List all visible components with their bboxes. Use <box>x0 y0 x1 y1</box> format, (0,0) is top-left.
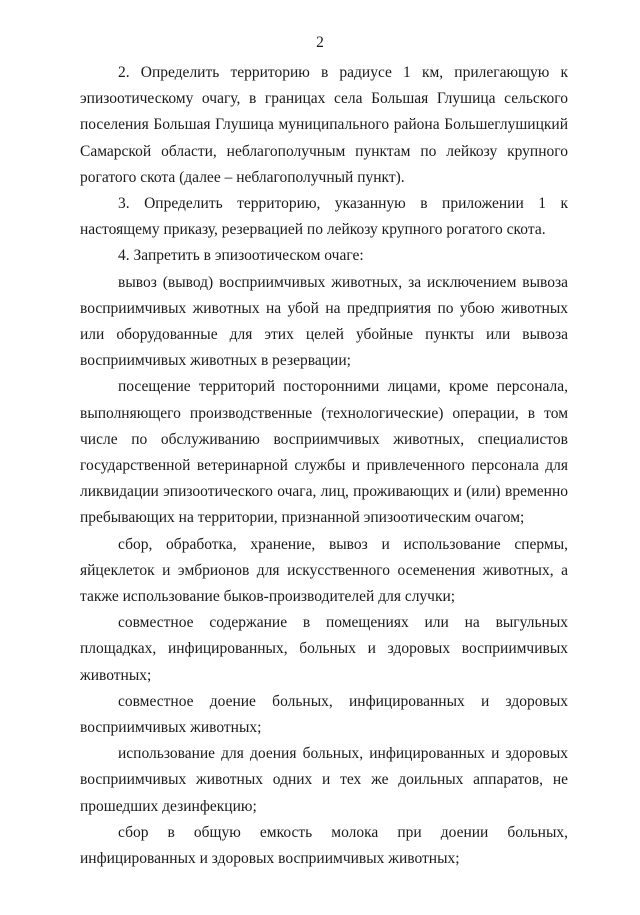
paragraph-item-2: 2. Определить территорию в радиусе 1 км, прилегающую к эпизоотическому очагу, в границах села Большая Глушица сельского поселения Большая Глушица муниципального района Большеглушицкий Самарской области, неблагополучным пунктам по лейкозу крупного рогатого скота (далее – неблагополучный пункт). <box>80 64 568 186</box>
page-number: 2 <box>316 34 324 51</box>
paragraph-item-3: 3. Определить территорию, указанную в приложении 1 к настоящему приказу, резервацией по лейкозу крупного рогатого скота. <box>80 195 568 239</box>
paragraph-ban-visits: посещение территорий посторонними лицами, кроме персонала, выполняющего производственные (технологические) операции, в том числе по обслуживанию восприимчивых животных, специалистов государственной ветеринарной службы и привлеченного персонала для ликвидации эпизоотического очага, лиц, проживающих и (или) временно пребывающих на территории, признанной эпизоотическим очагом; <box>80 378 568 527</box>
paragraph-ban-common-milk-container: сбор в общую емкость молока при доении больных, инфицированных и здоровых восприимчивых животных; <box>80 823 568 868</box>
paragraph-ban-joint-keeping: совместное содержание в помещениях или на выгульных площадках, инфицированных, больных и здоровых восприимчивых животных; <box>80 614 568 684</box>
paragraph-ban-export: вывоз (вывод) восприимчивых животных, за исключением вывоза восприимчивых животных на убой на предприятия по убою животных или оборудованные для этих целей убойные пункты или вывоза восприимчивых животных в резервации; <box>80 273 568 370</box>
paragraph-ban-joint-milking: совместное доение больных, инфицированных и здоровых восприимчивых животных; <box>80 692 568 737</box>
paragraph-item-4: 4. Запретить в эпизоотическом очаге: <box>118 247 364 265</box>
paragraph-ban-shared-apparatus: использование для доения больных, инфицированных и здоровых восприимчивых животных одних и тех же доильных аппаратов, не прошедших дезинфекцию; <box>80 745 568 815</box>
document-body <box>80 60 568 872</box>
paragraph-ban-insemination: сбор, обработка, хранение, вывоз и использование спермы, яйцеклеток и эмбрионов для искусственного осеменения животных, а также использование быков-производителей для случки; <box>80 535 568 606</box>
